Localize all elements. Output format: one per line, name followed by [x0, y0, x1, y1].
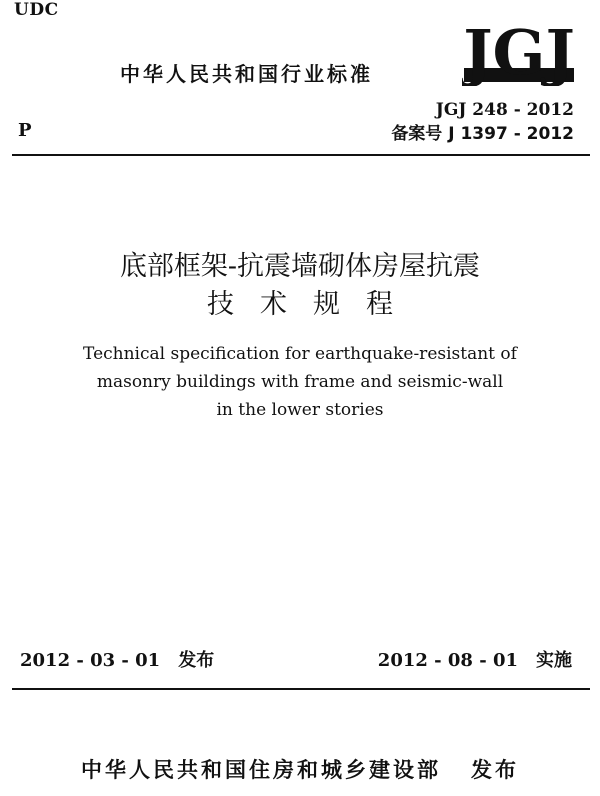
jgj-logo [462, 20, 576, 86]
effective-label: 实施 [536, 650, 572, 671]
publisher-name: 中华人民共和国住房和城乡建设部 [81, 758, 441, 782]
english-title-line1: Technical specification for earthquake-resistant of [83, 344, 517, 364]
english-title [0, 340, 600, 424]
top-divider [12, 154, 590, 156]
udc-label: UDC [14, 0, 59, 20]
standard-number-block [391, 98, 574, 146]
logo-text: JGJ [463, 20, 575, 86]
issue-date-group [20, 646, 214, 672]
publisher-line [0, 754, 600, 784]
publish-label: 发布 [471, 758, 519, 782]
bottom-divider [12, 688, 590, 690]
chinese-title-line2: 技术规程 [207, 289, 419, 320]
effective-date: 2012 - 08 - 01 [377, 650, 518, 671]
english-title-line2: masonry buildings with frame and seismic-wall [96, 372, 504, 392]
issue-label: 发布 [178, 650, 215, 671]
english-title-line3: in the lower stories [216, 400, 384, 420]
chinese-title [0, 248, 600, 324]
industry-standard-title: 中华人民共和国行业标准 [120, 62, 373, 86]
category-code: P [18, 120, 32, 141]
chinese-title-line1: 底部框架-抗震墙砌体房屋抗震 [119, 251, 481, 282]
issue-date: 2012 - 03 - 01 [20, 650, 161, 671]
record-number: 备案号 J 1397 - 2012 [391, 124, 574, 144]
effective-date-group [378, 646, 572, 672]
standard-number: JGJ 248 - 2012 [435, 100, 574, 120]
